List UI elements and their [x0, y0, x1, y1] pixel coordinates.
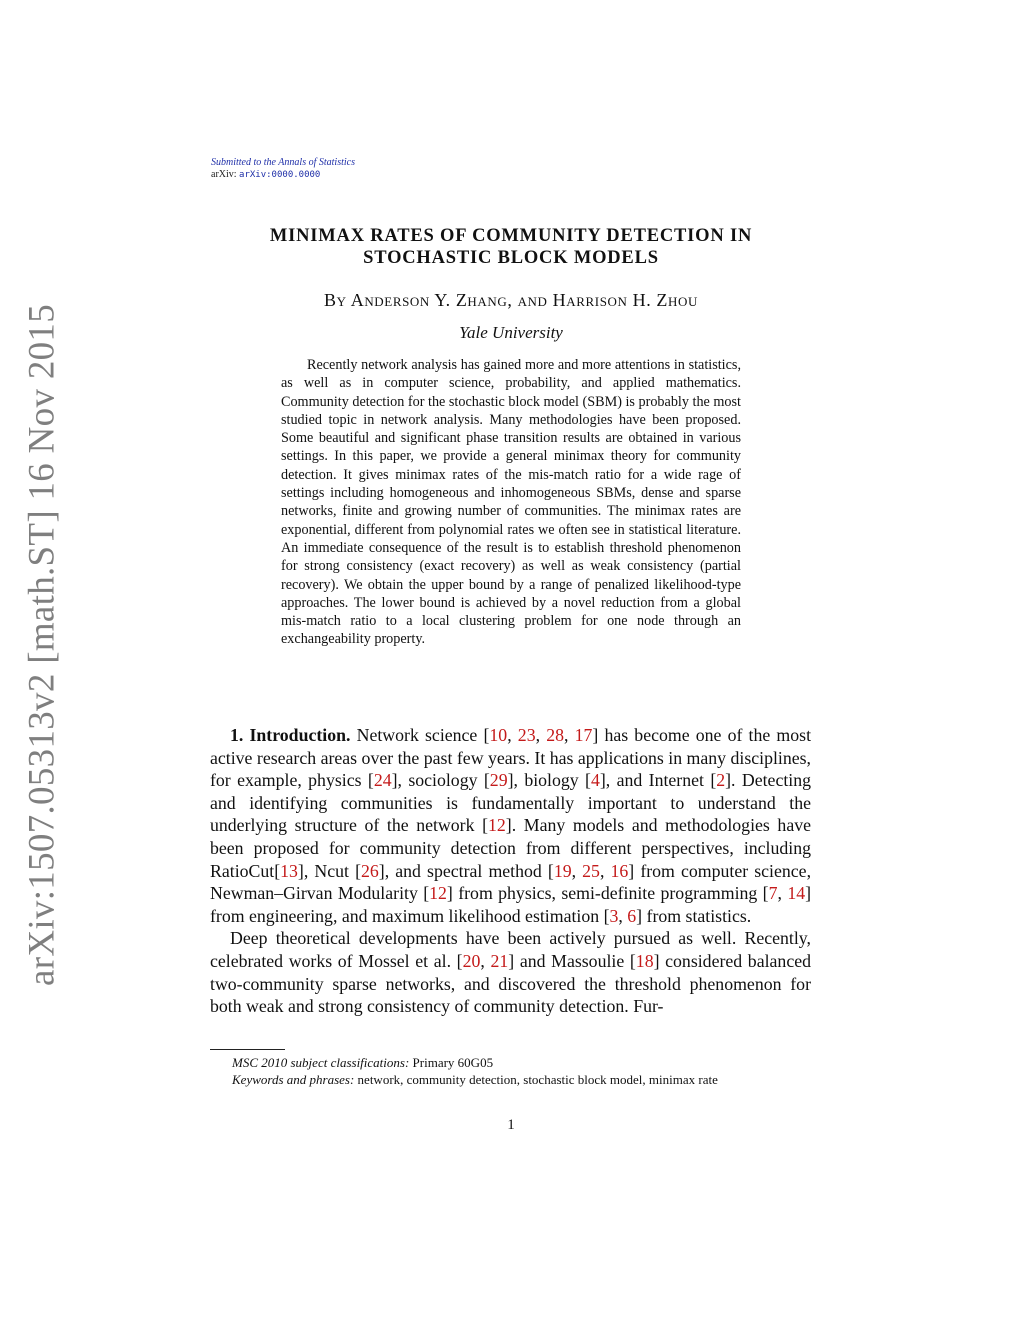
text-run: ] from engineering, and maximum likelihood estimation [ — [210, 883, 812, 926]
text-run: ]. Many models and methodologies have been proposed for community detection from different perspectives, including RatioCut[ — [210, 815, 811, 881]
msc-value: Primary 60G05 — [409, 1055, 494, 1070]
text-run: , — [480, 950, 491, 971]
intro-paragraph-1 — [210, 724, 811, 927]
authors: By Anderson Y. Zhang, and Harrison H. Zhou — [324, 290, 698, 310]
citation-link[interactable]: 3 — [609, 905, 619, 926]
citation-link[interactable]: 25 — [582, 860, 600, 881]
text-run: , — [618, 905, 628, 926]
citation-link[interactable]: 14 — [787, 883, 806, 904]
citation-link[interactable]: 12 — [429, 883, 447, 904]
arxiv-stamp-text: arXiv:1507.05313v2 [math.ST] 16 Nov 2015 — [21, 303, 63, 987]
citation-link[interactable]: 18 — [635, 950, 654, 971]
text-run: ], and Internet [ — [599, 770, 717, 791]
arxiv-id-link[interactable]: arXiv:0000.0000 — [239, 170, 321, 180]
introduction-section — [210, 724, 811, 1018]
citation-link[interactable]: 7 — [768, 883, 778, 904]
text-run: ], and spectral method [ — [378, 860, 554, 881]
msc-footnote — [210, 1054, 811, 1071]
citation-link[interactable]: 21 — [490, 950, 509, 971]
text-run: ] and Massoulie [ — [508, 950, 636, 971]
text-run: , — [571, 860, 583, 881]
text-run: ], biology [ — [507, 770, 591, 791]
citation-link[interactable]: 6 — [627, 905, 637, 926]
citation-link[interactable]: 12 — [488, 815, 506, 836]
journal-header — [211, 157, 355, 181]
citation-link[interactable]: 28 — [546, 725, 564, 745]
text-run: , — [599, 860, 611, 881]
text-run: , — [563, 725, 575, 745]
citation-link[interactable]: 16 — [610, 860, 629, 881]
arxiv-line — [211, 169, 355, 181]
msc-label: MSC 2010 subject classifications: — [232, 1055, 410, 1070]
footnotes — [210, 1054, 811, 1088]
citation-link[interactable]: 4 — [590, 770, 600, 791]
citation-link[interactable]: 20 — [462, 950, 481, 971]
citation-link[interactable]: 19 — [553, 860, 572, 881]
text-run: ] has become one of the most active research areas over the past few years. It has applications in many disciplines, for example, physics [ — [210, 725, 812, 791]
keywords-value: network, community detection, stochastic block model, minimax rate — [354, 1072, 718, 1087]
text-run: ] from computer science, Newman–Girvan Modularity [ — [210, 860, 812, 904]
citation-link[interactable]: 17 — [574, 725, 593, 745]
text-run: ], Ncut [ — [297, 860, 361, 881]
page-number: 1 — [507, 1117, 515, 1133]
text-run: ], sociology [ — [391, 770, 490, 791]
footnote-rule — [210, 1049, 285, 1050]
text-run: Network science [ — [356, 725, 490, 745]
affiliation: Yale University — [459, 323, 563, 342]
text-run: Deep theoretical developments have been actively pursued as well. Recently, celebrated works of Mossel et al. [ — [210, 928, 811, 971]
text-run: ] from physics, semi-definite programming [ — [446, 883, 769, 904]
text-run: , — [535, 725, 547, 745]
text-run: , — [777, 883, 788, 904]
arxiv-label: arXiv: — [211, 169, 237, 180]
abstract: Recently network analysis has gained more and more attentions in statistics, as well as in computer science, probability, and applied mathematics. Community detection for the stochastic block model (SBM) is probably the most studied topic in network analysis. Many methodologies have been proposed. Some beautiful and significant phase transition results are obtained in various settings. In this paper, we provide a general minimax theory for community detection. It gives minimax rates of the mis-match ratio for a wide rage of settings including homogeneous and inhomogeneous SBMs, dense and sparse networks, finite and growing number of communities. The minimax rates are exponential, different from polynomial rates we often see in statistical literature. An immediate consequence of the result is to establish threshold phenomenon for strong consistency (exact recovery) as well as weak consistency (partial recovery). We obtain the upper bound by a range of penalized likelihood-type approaches. The lower bound is achieved by a novel reduction from a global mis-match ratio to a local clustering problem for one node through an exchangeability property. — [281, 357, 741, 648]
text-run: ] considered balanced two-community sparse networks, and discovered the threshold phenomenon for both weak and strong consistency of community detection. Fur- — [210, 950, 811, 1017]
citation-link[interactable]: 23 — [517, 725, 536, 745]
citation-link[interactable]: 2 — [716, 770, 726, 791]
paper-title — [211, 225, 811, 269]
citation-link[interactable]: 24 — [373, 770, 392, 791]
arxiv-side-stamp — [20, 303, 64, 987]
intro-paragraph-2 — [210, 927, 811, 1017]
title-line-1: MINIMAX RATES OF COMMUNITY DETECTION IN — [269, 226, 753, 246]
citation-link[interactable]: 26 — [361, 860, 379, 881]
citation-link[interactable]: 10 — [489, 725, 508, 745]
keywords-label: Keywords and phrases: — [232, 1072, 355, 1087]
title-line-2: STOCHASTIC BLOCK MODELS — [363, 248, 659, 268]
citation-link[interactable]: 29 — [489, 770, 508, 791]
text-run: , — [507, 725, 518, 745]
keywords-footnote — [210, 1071, 811, 1088]
text-run: ]. Detecting and identifying communities is fundamentally important to understand the underlying structure of the network [ — [210, 770, 812, 836]
text-run: ] from statistics. — [636, 905, 752, 926]
citation-link[interactable]: 13 — [280, 860, 298, 881]
section-heading: 1. Introduction. — [230, 725, 351, 745]
submission-note[interactable]: Submitted to the Annals of Statistics — [211, 157, 355, 168]
